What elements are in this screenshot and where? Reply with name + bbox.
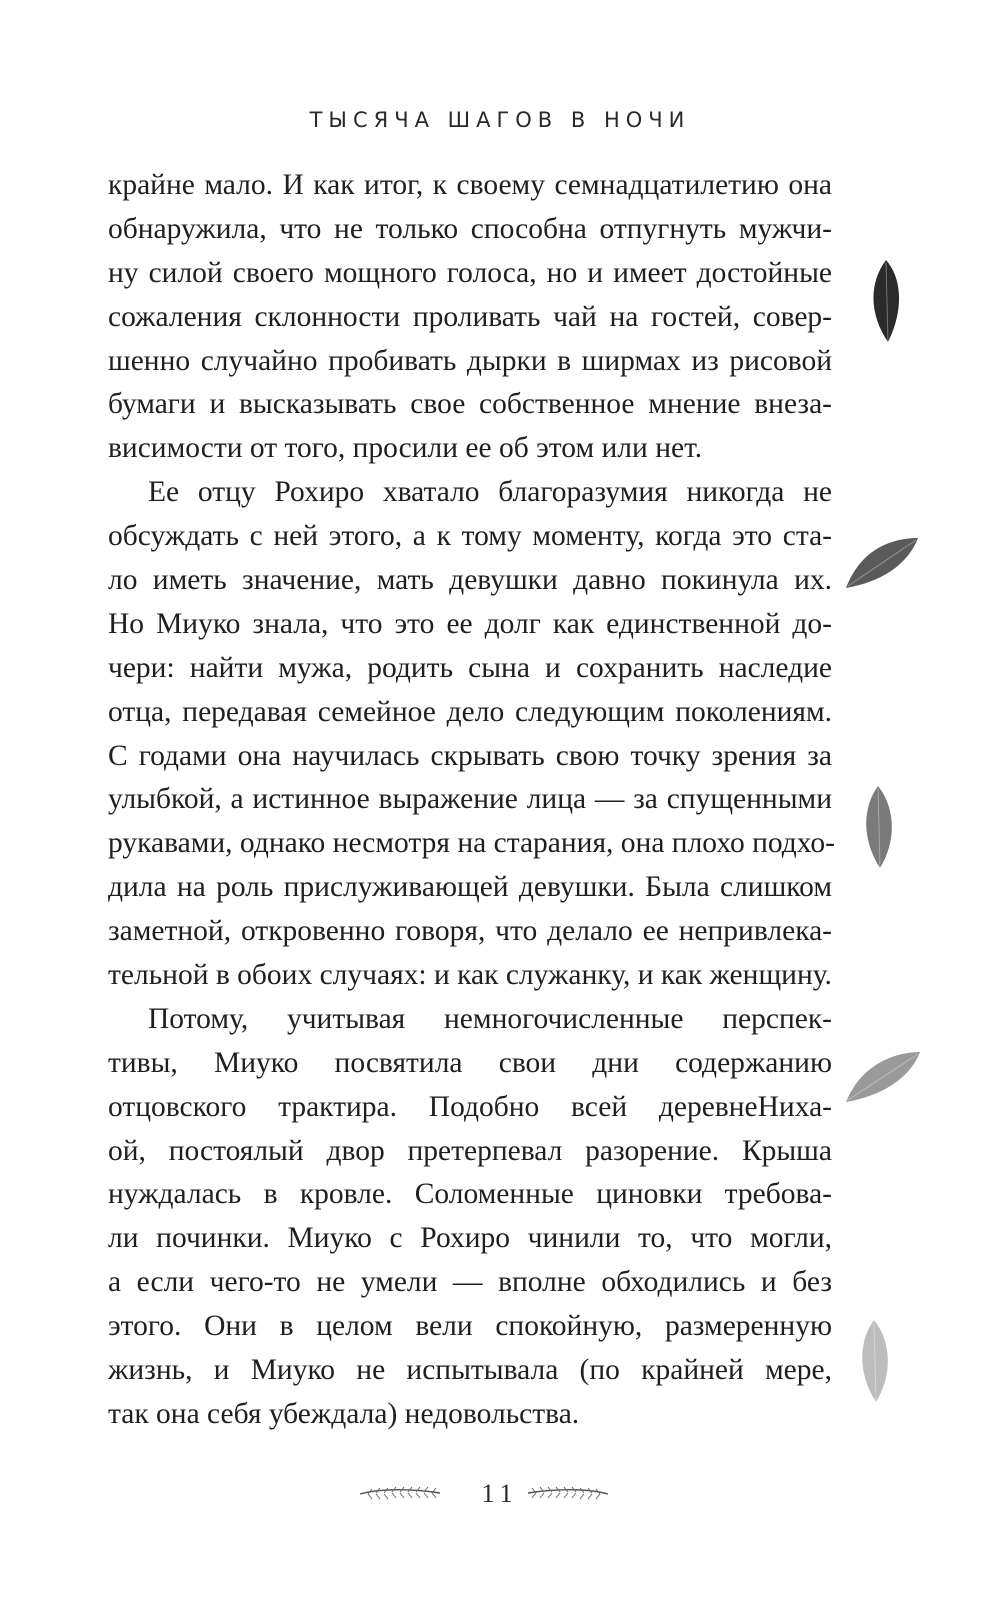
text-line: тивы, Миуко посвятила свои дни содержанию [108, 1046, 832, 1079]
text-line: обнаружила, что не только способна отпугнуть мужчи- [108, 212, 832, 245]
page-footer [0, 1474, 1000, 1514]
text-line: отца, передавая семейное дело следующим поколениям. [108, 695, 832, 728]
text-line: ли починки. Миуко с Рохиро чинили то, что могли, [108, 1222, 832, 1255]
text-line: крайне мало. И как итог, к своему семнадцатилетию она [108, 169, 832, 201]
text-line: дила на роль прислуживающей девушки. Была слишком [108, 871, 832, 904]
text-line: тельной в обоих случаях: и как служанку, и как женщину. [108, 959, 832, 992]
text-line: висимости от того, просили ее об этом или нет. [108, 432, 703, 465]
text-line: нуждалась в кровле. Соломенные циновки требова- [108, 1178, 832, 1211]
text-line: обсуждать с ней этого, а к тому моменту, когда это ста- [108, 520, 832, 553]
text-line: улыбкой, а истинное выражение лица — за спущенными [108, 783, 832, 816]
leaf-icon [852, 1318, 898, 1404]
text-line: ну силой своего мощного голоса, но и имеет достойные [108, 256, 832, 289]
text-line: ло иметь значение, мать девушки давно покинула их. [108, 564, 832, 597]
leaf-icon [842, 1048, 924, 1106]
text-line: а если чего-то не умели — вполне обходились и без [108, 1266, 832, 1299]
text-line: жизнь, и Миуко не испытывала (по крайней мере, [108, 1354, 832, 1387]
text-line: Потому, учитывая немногочисленные перспек- [148, 1002, 832, 1035]
text-line: ой, постоялый двор претерпевал разорение. Крыша [108, 1134, 832, 1167]
running-title: ТЫСЯЧА ШАГОВ В НОЧИ [309, 108, 691, 132]
text-line: С годами она научилась скрывать свою точку зрения за [108, 739, 832, 772]
text-line: Но Миуко знала, что это ее долг как единственной до- [108, 607, 832, 640]
page-body [108, 164, 835, 1437]
page-number: 11 [481, 1479, 519, 1508]
leaf-icon [842, 534, 922, 592]
text-line: сожаления склонности проливать чай на гостей, совер- [108, 300, 832, 333]
text-line: этого. Они в целом вели спокойную, размеренную [108, 1310, 832, 1343]
text-line: шенно случайно пробивать дырки в ширмах из рисовой [108, 344, 832, 377]
text-line: заметной, откровенно говоря, что делало ее непривлека- [108, 915, 832, 948]
leaf-icon [862, 258, 910, 346]
text-line: бумаги и высказывать свое собственное мнение внеза- [108, 388, 832, 421]
text-line: отцовского трактира. Подобно всей деревнеНиха- [108, 1090, 832, 1123]
text-line: чери: найти мужа, родить сына и сохранить наследие [108, 651, 832, 684]
leaf-icon [856, 784, 902, 870]
text-line: Ее отцу Рохиро хватало благоразумия никогда не [148, 476, 832, 509]
text-line: так она себя убеждала) недовольства. [108, 1397, 580, 1430]
feather-icon [358, 1486, 442, 1502]
text-line: рукавами, однако несмотря на старания, она плохо подхо- [108, 827, 835, 860]
feather-icon [526, 1486, 610, 1502]
